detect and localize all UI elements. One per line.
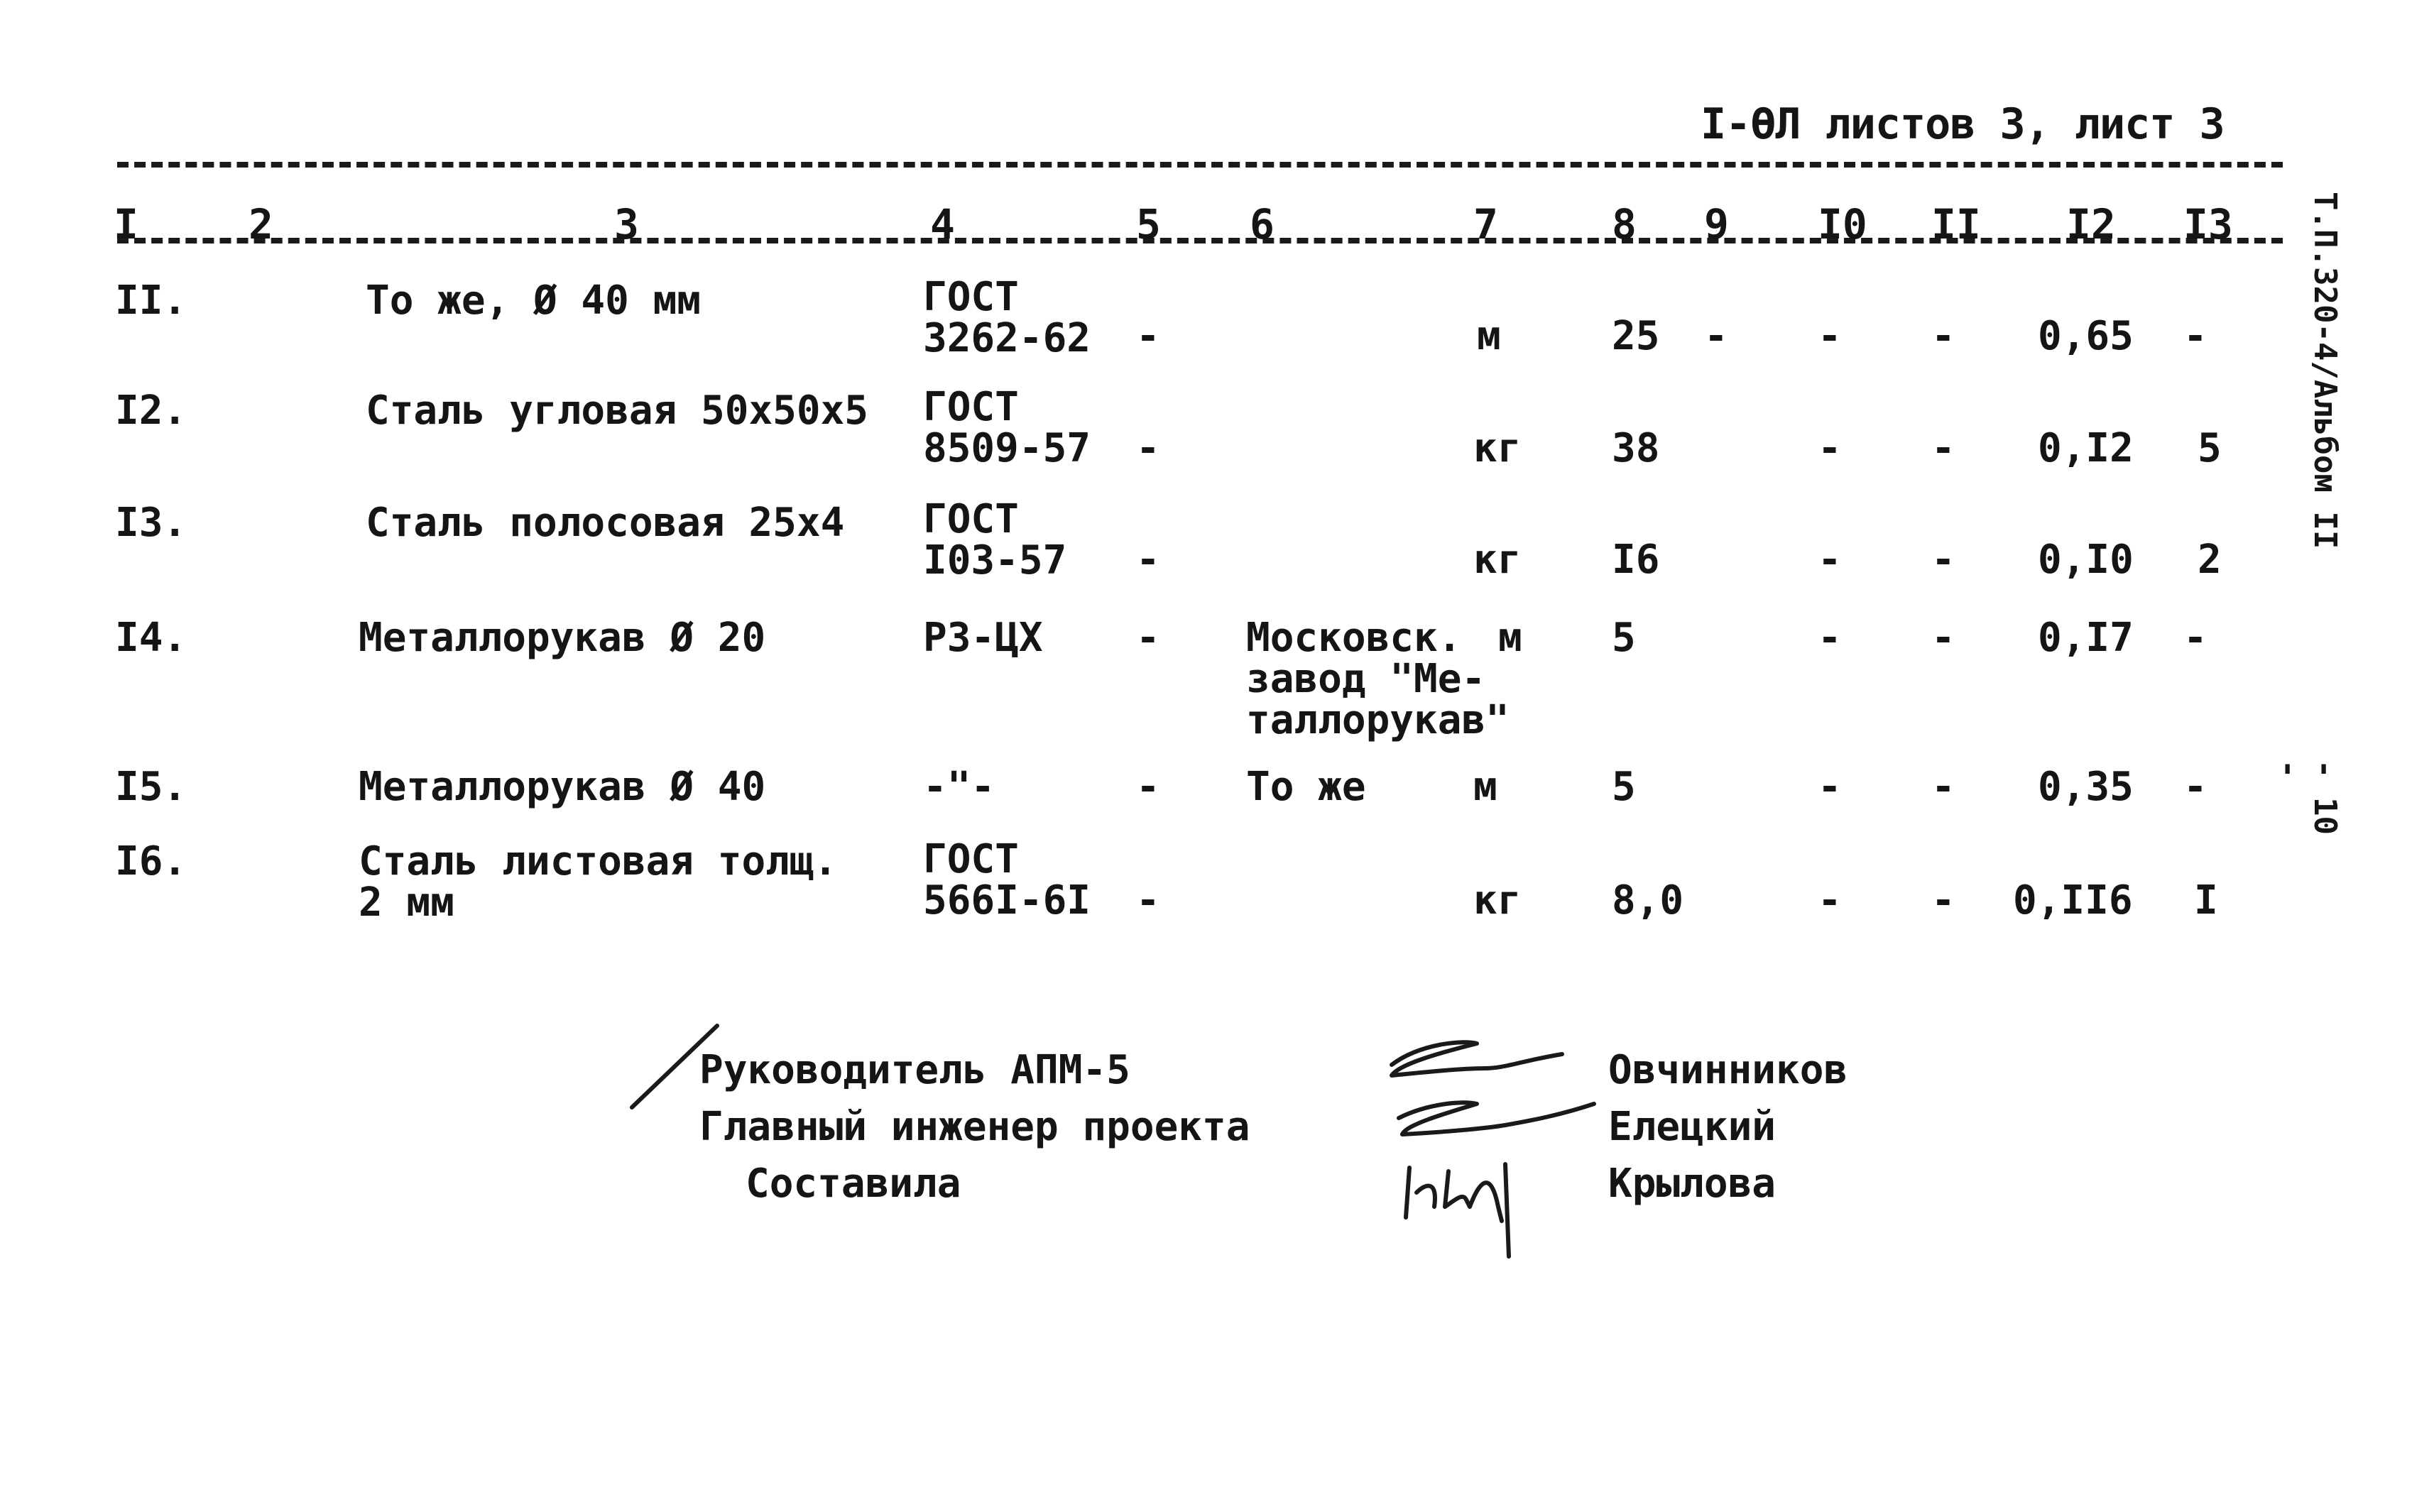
col-header-6: 6 — [1250, 200, 1275, 248]
col13-value: - — [2183, 764, 2207, 810]
signature-role: Руководитель АПМ-5 — [699, 1047, 1130, 1093]
row-number: I2. — [115, 388, 187, 434]
col9-value: - — [1704, 313, 1728, 359]
col-header-5: 5 — [1136, 200, 1161, 248]
item-quantity: I6 — [1612, 537, 1660, 583]
signature-eletsky — [1399, 1102, 1594, 1134]
col13-value: I — [2194, 877, 2218, 924]
col-header-12: I2 — [2066, 200, 2116, 248]
item-unit: м — [1477, 313, 1501, 359]
item-unit: м — [1473, 764, 1497, 810]
signatory-name: Овчинников — [1608, 1047, 1848, 1093]
album-reference: Т.П.320-4/Альбом II — [2307, 192, 2343, 549]
signature-role: Главный инженер проекта — [699, 1104, 1250, 1150]
col11-value: - — [1931, 537, 1955, 583]
sheet-reference: I-ӨЛ листов 3, лист 3 — [1701, 99, 2225, 149]
item-quantity: 5 — [1612, 764, 1636, 810]
signature-role: Составила — [746, 1161, 961, 1207]
col-header-8: 8 — [1612, 200, 1637, 248]
row-number: I5. — [115, 764, 187, 810]
item-quantity: 8,0 — [1612, 877, 1684, 924]
item-standard: ГОСТ I03-57 — [923, 496, 1067, 584]
item-quantity: 25 — [1612, 313, 1660, 359]
col10-value: - — [1818, 425, 1842, 471]
item-name: Металлорукав Ø 20 — [359, 615, 766, 661]
col10-value: - — [1818, 615, 1842, 661]
col11-value: - — [1931, 877, 1955, 924]
page-number: - 10 - — [2271, 760, 2343, 835]
signature-ovchinnikov — [1392, 1042, 1562, 1075]
signature-stroke — [632, 1026, 717, 1107]
item-unit: м — [1498, 615, 1522, 661]
signature-krylova — [1406, 1164, 1509, 1256]
col13-value: 2 — [2198, 537, 2222, 583]
item-unit: кг — [1473, 425, 1522, 471]
col5-value: - — [1136, 313, 1160, 359]
col11-value: - — [1931, 313, 1955, 359]
col5-value: - — [1136, 615, 1160, 661]
row-number: I6. — [115, 838, 187, 884]
item-manufacturer: Московск. завод "Ме- таллорукав" — [1246, 615, 1510, 743]
col-header-4: 4 — [930, 200, 955, 248]
col5-value: - — [1136, 877, 1160, 924]
item-name: Сталь листовая толщ. 2 мм — [359, 838, 838, 926]
col5-value: - — [1136, 537, 1160, 583]
item-standard: ГОСТ 3262-62 — [923, 274, 1091, 361]
item-manufacturer: То же — [1246, 764, 1366, 810]
col-header-10: I0 — [1818, 200, 1867, 248]
col11-value: - — [1931, 425, 1955, 471]
item-standard: -"- — [923, 764, 995, 810]
col11-value: - — [1931, 615, 1955, 661]
item-weight: 0,I0 — [2038, 537, 2134, 583]
item-name: Сталь полосовая 25х4 — [366, 500, 845, 546]
col-header-9: 9 — [1704, 200, 1729, 248]
col-header-13: I3 — [2183, 200, 2233, 248]
item-standard: ГОСТ 8509-57 — [923, 384, 1091, 471]
col5-value: - — [1136, 764, 1160, 810]
item-quantity: 38 — [1612, 425, 1660, 471]
item-weight: 0,65 — [2038, 313, 2134, 359]
col13-value: - — [2183, 313, 2207, 359]
col-header-3: 3 — [614, 200, 639, 248]
col5-value: - — [1136, 425, 1160, 471]
row-number: II. — [115, 278, 187, 324]
item-standard: РЗ-ЦХ — [923, 615, 1043, 661]
row-number: I3. — [115, 500, 187, 546]
item-name: Металлорукав Ø 40 — [359, 764, 766, 810]
item-quantity: 5 — [1612, 615, 1636, 661]
col-header-11: II — [1931, 200, 1981, 248]
col10-value: - — [1818, 877, 1842, 924]
col-header-1: I — [114, 200, 138, 248]
col13-value: - — [2183, 615, 2207, 661]
item-weight: 0,I2 — [2038, 425, 2134, 471]
item-name: Сталь угловая 50х50х5 — [366, 388, 869, 434]
row-number: I4. — [115, 615, 187, 661]
item-unit: кг — [1473, 537, 1522, 583]
col13-value: 5 — [2198, 425, 2222, 471]
col11-value: - — [1931, 764, 1955, 810]
col-header-2: 2 — [249, 200, 273, 248]
item-weight: 0,II6 — [2013, 877, 2133, 924]
col10-value: - — [1818, 537, 1842, 583]
signatory-name: Крылова — [1608, 1161, 1777, 1207]
item-weight: 0,35 — [2038, 764, 2134, 810]
col-header-7: 7 — [1473, 200, 1498, 248]
col10-value: - — [1818, 764, 1842, 810]
signatory-name: Елецкий — [1608, 1104, 1777, 1150]
col10-value: - — [1818, 313, 1842, 359]
item-name: То же, Ø 40 мм — [366, 278, 702, 324]
item-standard: ГОСТ 566I-6I — [923, 836, 1091, 924]
item-weight: 0,I7 — [2038, 615, 2134, 661]
item-unit: кг — [1473, 877, 1522, 924]
